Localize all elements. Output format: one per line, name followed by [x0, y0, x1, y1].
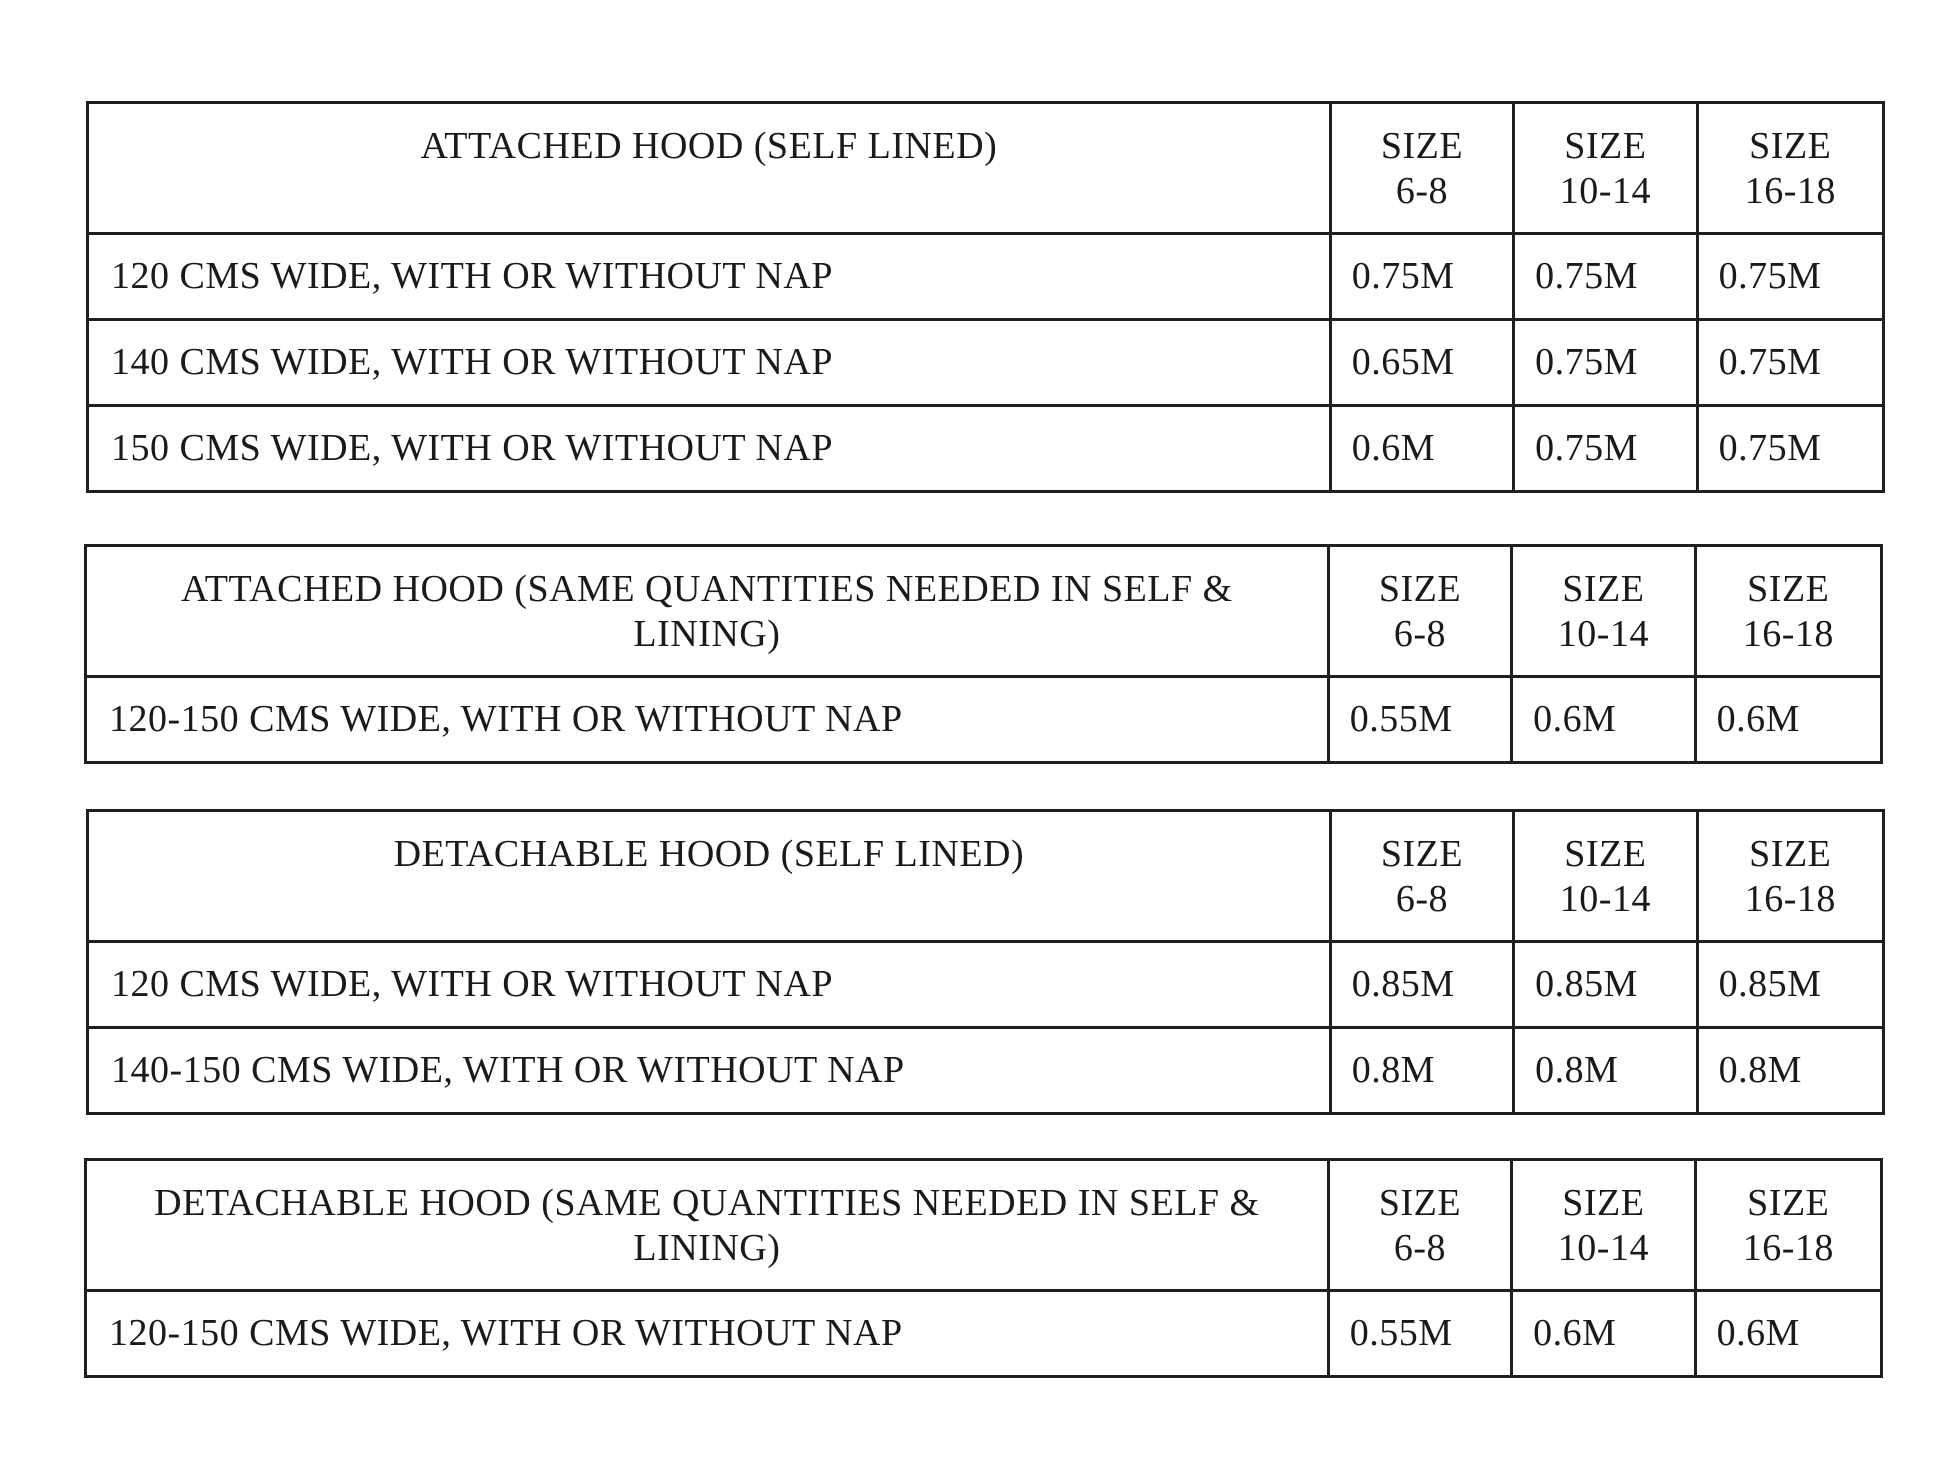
size-header-6-8: SIZE 6-8	[1330, 103, 1513, 234]
quantity-cell: 0.6M	[1512, 1291, 1695, 1377]
table-row	[88, 1028, 1884, 1114]
fabric-width-label: 140-150 CMS WIDE, WITH OR WITHOUT NAP	[88, 1028, 1331, 1114]
attached-hood-self-and-lining-table	[84, 544, 1883, 764]
detachable-hood-self-and-lining-table	[84, 1158, 1883, 1378]
size-header-6-8: SIZE 6-8	[1330, 811, 1513, 942]
quantity-cell: 0.75M	[1697, 320, 1883, 406]
quantity-cell: 0.8M	[1330, 1028, 1513, 1114]
table-row	[86, 1291, 1882, 1377]
size-header-6-8: SIZE 6-8	[1328, 1160, 1511, 1291]
quantity-cell: 0.55M	[1328, 677, 1511, 763]
quantity-cell: 0.55M	[1328, 1291, 1511, 1377]
size-header-10-14: SIZE 10-14	[1512, 546, 1695, 677]
size-header-10-14: SIZE 10-14	[1514, 811, 1697, 942]
table-title: ATTACHED HOOD (SELF LINED)	[88, 103, 1331, 234]
quantity-cell: 0.75M	[1514, 320, 1697, 406]
quantity-cell: 0.6M	[1330, 406, 1513, 492]
table-header-row	[88, 811, 1884, 942]
quantity-cell: 0.75M	[1514, 234, 1697, 320]
fabric-width-label: 150 CMS WIDE, WITH OR WITHOUT NAP	[88, 406, 1331, 492]
size-header-16-18: SIZE 16-18	[1695, 546, 1881, 677]
table-row	[88, 234, 1884, 320]
table-header-row	[88, 103, 1884, 234]
quantity-cell: 0.75M	[1514, 406, 1697, 492]
quantity-cell: 0.6M	[1695, 1291, 1881, 1377]
table-row	[86, 677, 1882, 763]
size-header-16-18: SIZE 16-18	[1697, 103, 1883, 234]
quantity-cell: 0.8M	[1697, 1028, 1883, 1114]
quantity-cell: 0.75M	[1330, 234, 1513, 320]
table-row	[88, 942, 1884, 1028]
table-header-row	[86, 546, 1882, 677]
table-header-row	[86, 1160, 1882, 1291]
fabric-width-label: 120 CMS WIDE, WITH OR WITHOUT NAP	[88, 942, 1331, 1028]
quantity-cell: 0.85M	[1697, 942, 1883, 1028]
size-header-16-18: SIZE 16-18	[1697, 811, 1883, 942]
quantity-cell: 0.75M	[1697, 406, 1883, 492]
attached-hood-self-lined-table	[86, 101, 1885, 493]
fabric-width-label: 120 CMS WIDE, WITH OR WITHOUT NAP	[88, 234, 1331, 320]
quantity-cell: 0.8M	[1514, 1028, 1697, 1114]
quantity-cell: 0.85M	[1514, 942, 1697, 1028]
table-title: DETACHABLE HOOD (SAME QUANTITIES NEEDED IN SELF & LINING)	[86, 1160, 1329, 1291]
table-title: DETACHABLE HOOD (SELF LINED)	[88, 811, 1331, 942]
fabric-width-label: 140 CMS WIDE, WITH OR WITHOUT NAP	[88, 320, 1331, 406]
fabric-width-label: 120-150 CMS WIDE, WITH OR WITHOUT NAP	[86, 677, 1329, 763]
table-row	[88, 406, 1884, 492]
table-row	[88, 320, 1884, 406]
detachable-hood-self-lined-table	[86, 809, 1885, 1115]
quantity-cell: 0.6M	[1695, 677, 1881, 763]
size-header-10-14: SIZE 10-14	[1514, 103, 1697, 234]
size-header-6-8: SIZE 6-8	[1328, 546, 1511, 677]
quantity-cell: 0.6M	[1512, 677, 1695, 763]
size-header-10-14: SIZE 10-14	[1512, 1160, 1695, 1291]
size-header-16-18: SIZE 16-18	[1695, 1160, 1881, 1291]
quantity-cell: 0.65M	[1330, 320, 1513, 406]
quantity-cell: 0.75M	[1697, 234, 1883, 320]
table-title: ATTACHED HOOD (SAME QUANTITIES NEEDED IN SELF & LINING)	[86, 546, 1329, 677]
fabric-width-label: 120-150 CMS WIDE, WITH OR WITHOUT NAP	[86, 1291, 1329, 1377]
quantity-cell: 0.85M	[1330, 942, 1513, 1028]
